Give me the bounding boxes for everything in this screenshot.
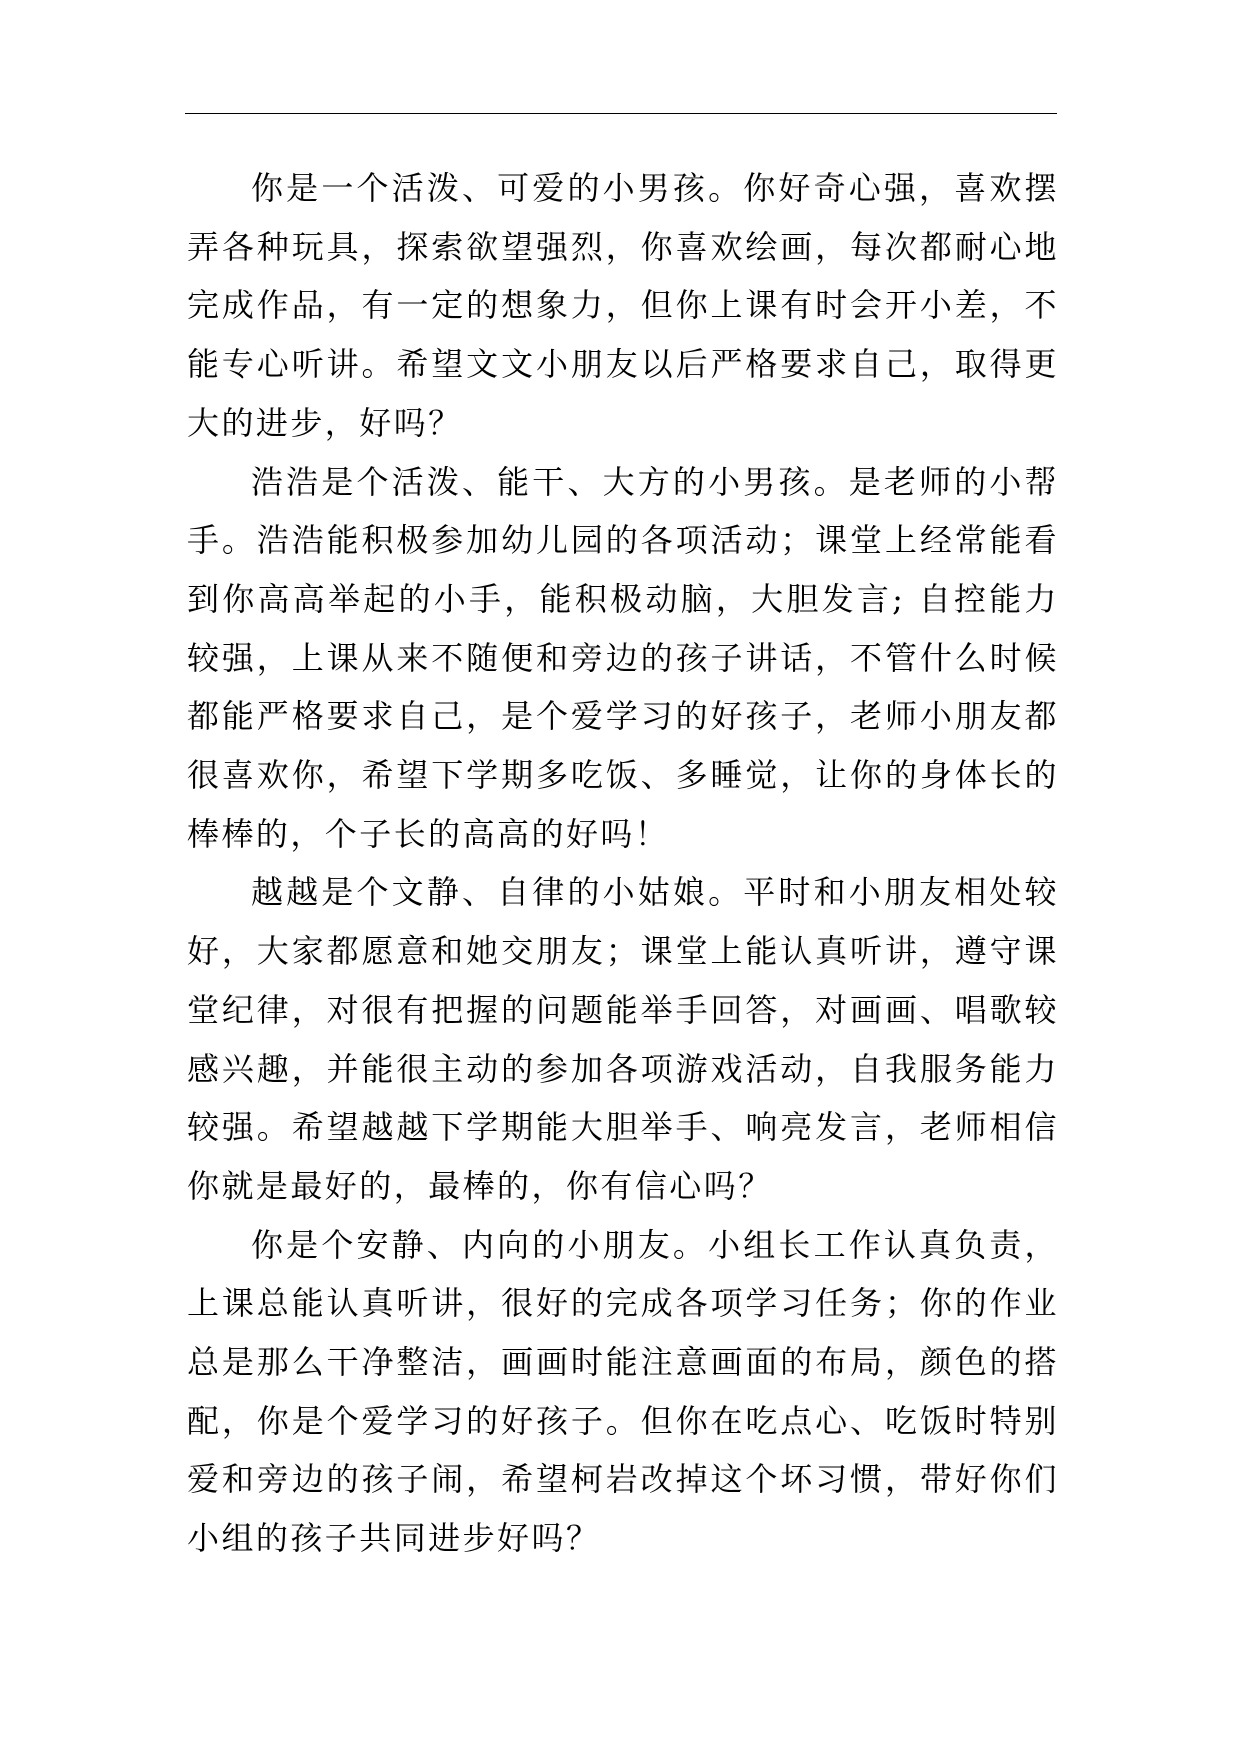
paragraph-1: 你是一个活泼、可爱的小男孩。你好奇心强，喜欢摆弄各种玩具，探索欲望强烈，你喜欢绘画，每次都耐心地完成作品，有一定的想象力，但你上课有时会开小差，不能专心听讲。希望文文小朋友以后严格要求自己，取得更大的进步，好吗？ (187, 169, 1059, 442)
header-rule (185, 113, 1057, 114)
paragraph-4: 你是个安静、内向的小朋友。小组长工作认真负责，上课总能认真听讲，很好的完成各项学习任务；你的作业总是那么干净整洁，画画时能注意画面的布局，颜色的搭配，你是个爱学习的好孩子。但你在吃点心、吃饭时特别爱和旁边的孩子闹，希望柯岩改掉这个坏习惯，带好你们小组的孩子共同进步好吗？ (187, 1225, 1059, 1558)
paragraph-3: 越越是个文静、自律的小姑娘。平时和小朋友相处较好，大家都愿意和她交朋友；课堂上能认真听讲，遵守课堂纪律，对很有把握的问题能举手回答，对画画、唱歌较感兴趣，并能很主动的参加各项游戏活动，自我服务能力较强。希望越越下学期能大胆举手、响亮发言，老师相信你就是最好的，最棒的，你有信心吗？ (187, 873, 1059, 1205)
paragraph-2: 浩浩是个活泼、能干、大方的小男孩。是老师的小帮手。浩浩能积极参加幼儿园的各项活动；课堂上经常能看到你高高举起的小手，能积极动脑，大胆发言; 自控能力较强，上课从来不随便和旁边的孩子讲话，不管什么时候都能严格要求自己，是个爱学习的好孩子，老师小朋友都很喜欢你，希望下学期多吃饭、多睡觉，让你的身体长的棒棒的，个子长的高高的好吗！ (187, 462, 1059, 853)
document-body (187, 159, 1059, 1568)
